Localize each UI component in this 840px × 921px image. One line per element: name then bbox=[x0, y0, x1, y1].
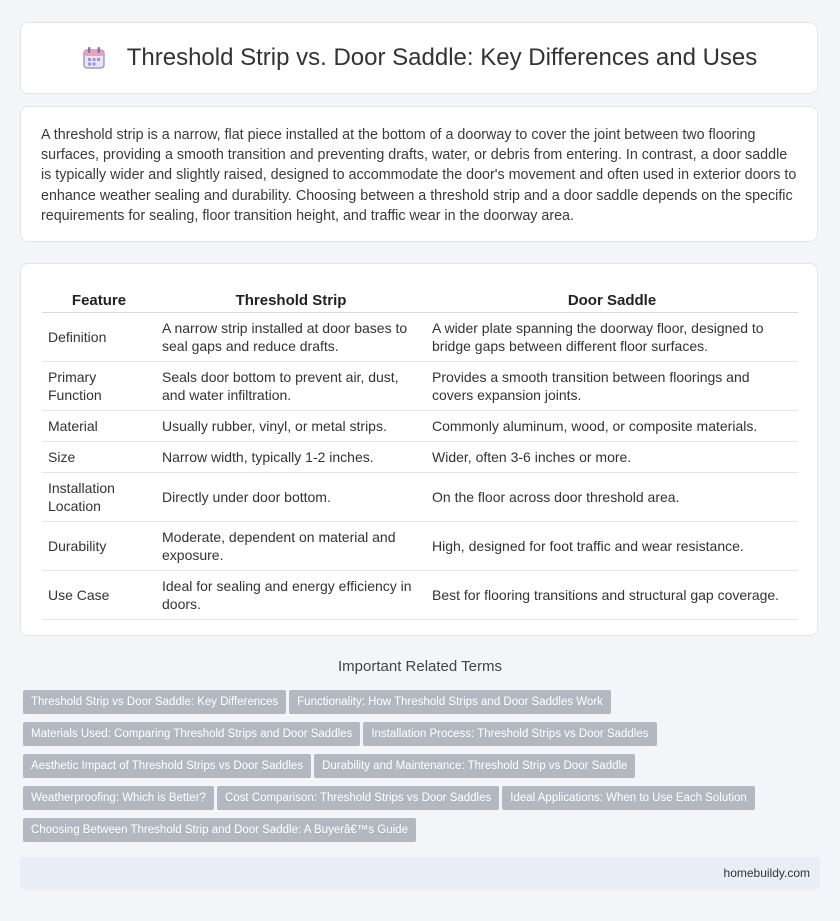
header-feature: Feature bbox=[42, 284, 156, 313]
threshold-strip-cell: Moderate, dependent on material and exposure. bbox=[156, 522, 426, 571]
threshold-strip-cell: Narrow width, typically 1-2 inches. bbox=[156, 442, 426, 473]
table-row bbox=[42, 411, 798, 442]
related-term-tag[interactable]: Ideal Applications: When to Use Each Solution bbox=[502, 786, 755, 810]
related-term-tag[interactable]: Weatherproofing: Which is Better? bbox=[23, 786, 214, 810]
table-row bbox=[42, 522, 798, 571]
table-row bbox=[42, 362, 798, 411]
door-saddle-cell: Best for flooring transitions and structural gap coverage. bbox=[426, 571, 798, 620]
threshold-strip-cell: Ideal for sealing and energy efficiency in doors. bbox=[156, 571, 426, 620]
table-row bbox=[42, 571, 798, 620]
header-threshold-strip: Threshold Strip bbox=[156, 284, 426, 313]
door-saddle-cell: A wider plate spanning the doorway floor, designed to bridge gaps between different floor surfaces. bbox=[426, 313, 798, 362]
table-row bbox=[42, 473, 798, 522]
related-term-tag[interactable]: Choosing Between Threshold Strip and Door Saddle: A Buyerâ€™s Guide bbox=[23, 818, 416, 842]
comparison-table-card bbox=[20, 263, 818, 636]
related-terms-title: Important Related Terms bbox=[338, 658, 502, 675]
related-term-tag[interactable]: Installation Process: Threshold Strips vs Door Saddles bbox=[363, 722, 656, 746]
threshold-strip-cell: A narrow strip installed at door bases to seal gaps and reduce drafts. bbox=[156, 313, 426, 362]
intro-paragraph: A threshold strip is a narrow, flat piece installed at the bottom of a doorway to cover the joint between two flooring surfaces, providing a smooth transition and preventing drafts, water, or debris from entering. In contrast, a door saddle is typically wider and slightly raised, designed to accommodate the door's movement and often used in exterior doors to enhance weather sealing and durability. Choosing between a threshold strip and a door saddle depends on the specific requirements for sealing, floor transition height, and traffic wear in the doorway area. bbox=[41, 127, 797, 224]
feature-cell: Use Case bbox=[42, 571, 156, 620]
calendar-icon bbox=[81, 45, 107, 71]
page-title: Threshold Strip vs. Door Saddle: Key Differences and Uses bbox=[126, 44, 758, 71]
door-saddle-cell: Wider, often 3-6 inches or more. bbox=[426, 442, 798, 473]
related-term-tag[interactable]: Durability and Maintenance: Threshold Strip vs Door Saddle bbox=[314, 754, 635, 778]
footer bbox=[20, 857, 820, 890]
comparison-table bbox=[42, 284, 798, 620]
threshold-strip-cell: Seals door bottom to prevent air, dust, and water infiltration. bbox=[156, 362, 426, 411]
threshold-strip-cell: Usually rubber, vinyl, or metal strips. bbox=[156, 411, 426, 442]
title-card bbox=[20, 22, 818, 94]
related-term-tag[interactable]: Materials Used: Comparing Threshold Strips and Door Saddles bbox=[23, 722, 360, 746]
door-saddle-cell: Commonly aluminum, wood, or composite materials. bbox=[426, 411, 798, 442]
footer-site-name[interactable]: homebuildy.com bbox=[723, 866, 810, 880]
feature-cell: Installation Location bbox=[42, 473, 156, 522]
table-row bbox=[42, 313, 798, 362]
related-terms-list bbox=[23, 690, 813, 850]
feature-cell: Primary Function bbox=[42, 362, 156, 411]
related-term-tag[interactable]: Functionality: How Threshold Strips and Door Saddles Work bbox=[289, 690, 611, 714]
related-term-tag[interactable]: Cost Comparison: Threshold Strips vs Door Saddles bbox=[217, 786, 499, 810]
door-saddle-cell: High, designed for foot traffic and wear resistance. bbox=[426, 522, 798, 571]
table-header-row bbox=[42, 284, 798, 313]
intro-card bbox=[20, 106, 818, 242]
feature-cell: Material bbox=[42, 411, 156, 442]
table-row bbox=[42, 442, 798, 473]
feature-cell: Durability bbox=[42, 522, 156, 571]
threshold-strip-cell: Directly under door bottom. bbox=[156, 473, 426, 522]
door-saddle-cell: Provides a smooth transition between floorings and covers expansion joints. bbox=[426, 362, 798, 411]
door-saddle-cell: On the floor across door threshold area. bbox=[426, 473, 798, 522]
related-term-tag[interactable]: Aesthetic Impact of Threshold Strips vs Door Saddles bbox=[23, 754, 311, 778]
related-term-tag[interactable]: Threshold Strip vs Door Saddle: Key Differences bbox=[23, 690, 286, 714]
header-door-saddle: Door Saddle bbox=[426, 284, 798, 313]
feature-cell: Definition bbox=[42, 313, 156, 362]
feature-cell: Size bbox=[42, 442, 156, 473]
